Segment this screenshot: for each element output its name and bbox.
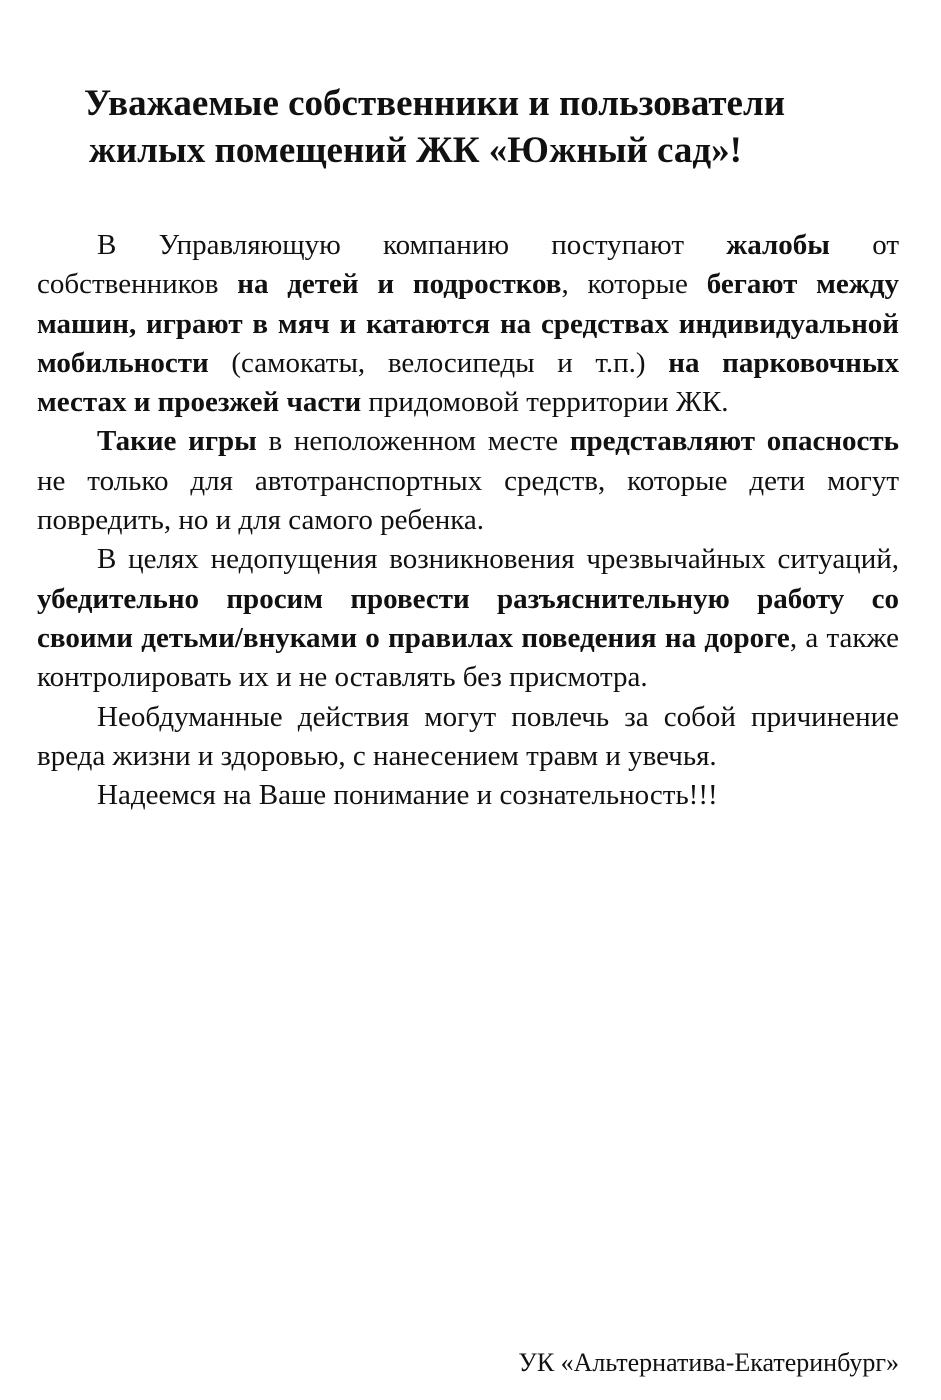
p1-bold-3: бегают между машин, играют в мяч и катаются на средствах индивидуальной мобильности [37, 268, 900, 379]
p1-text-2: от собственников [37, 229, 899, 301]
p3-bold-1: убедительно просим провести разъяснительную работу со своими детьми/внуками о правилах поведения на дороге [37, 582, 899, 654]
notice-body [37, 226, 899, 815]
signature: УК «Альтернатива-Екатеринбург» [518, 1348, 899, 1377]
p1-text-3: , которые [561, 268, 707, 301]
notice-title [84, 80, 904, 174]
title-line-1: Уважаемые собственники и пользователи [84, 83, 786, 124]
p3-text-2: , а также контролировать их и не оставлять без присмотра. [37, 621, 899, 694]
p1-text-5: придомовой территории ЖК. [361, 386, 729, 419]
p1-bold-4: на парковочных местах и проезжей части [37, 346, 899, 419]
paragraph-request [37, 540, 899, 697]
paragraph-consequences: Необдуманные действия могут повлечь за собой причинение вреда жизни и здоровью, с нанесением травм и увечья. [37, 700, 899, 772]
p3-text-1: В целях недопущения возникновения чрезвычайных ситуаций, [97, 543, 899, 576]
p2-text-1: в неположенном месте [256, 425, 570, 458]
paragraph-complaints [37, 226, 899, 422]
paragraph-closing: Надеемся на Ваше понимание и сознательность!!! [97, 779, 718, 812]
p1-text-1: В Управляющую компанию поступают [97, 229, 727, 261]
p2-bold-1: Такие игры [97, 425, 257, 458]
title-line-2: жилых помещений ЖК «Южный сад»! [89, 130, 742, 171]
p2-text-2: не только для автотранспортных средств, которые дети могут повредить, но и для самого ребенка. [37, 464, 899, 537]
p2-bold-2: представляют опасность [569, 425, 899, 458]
paragraph-danger [37, 422, 899, 540]
p1-text-4: (самокаты, велосипеды и т.п.) [208, 346, 669, 379]
p1-bold-2: на детей и подростков [237, 268, 562, 301]
p1-bold-1: жалобы [726, 229, 830, 261]
